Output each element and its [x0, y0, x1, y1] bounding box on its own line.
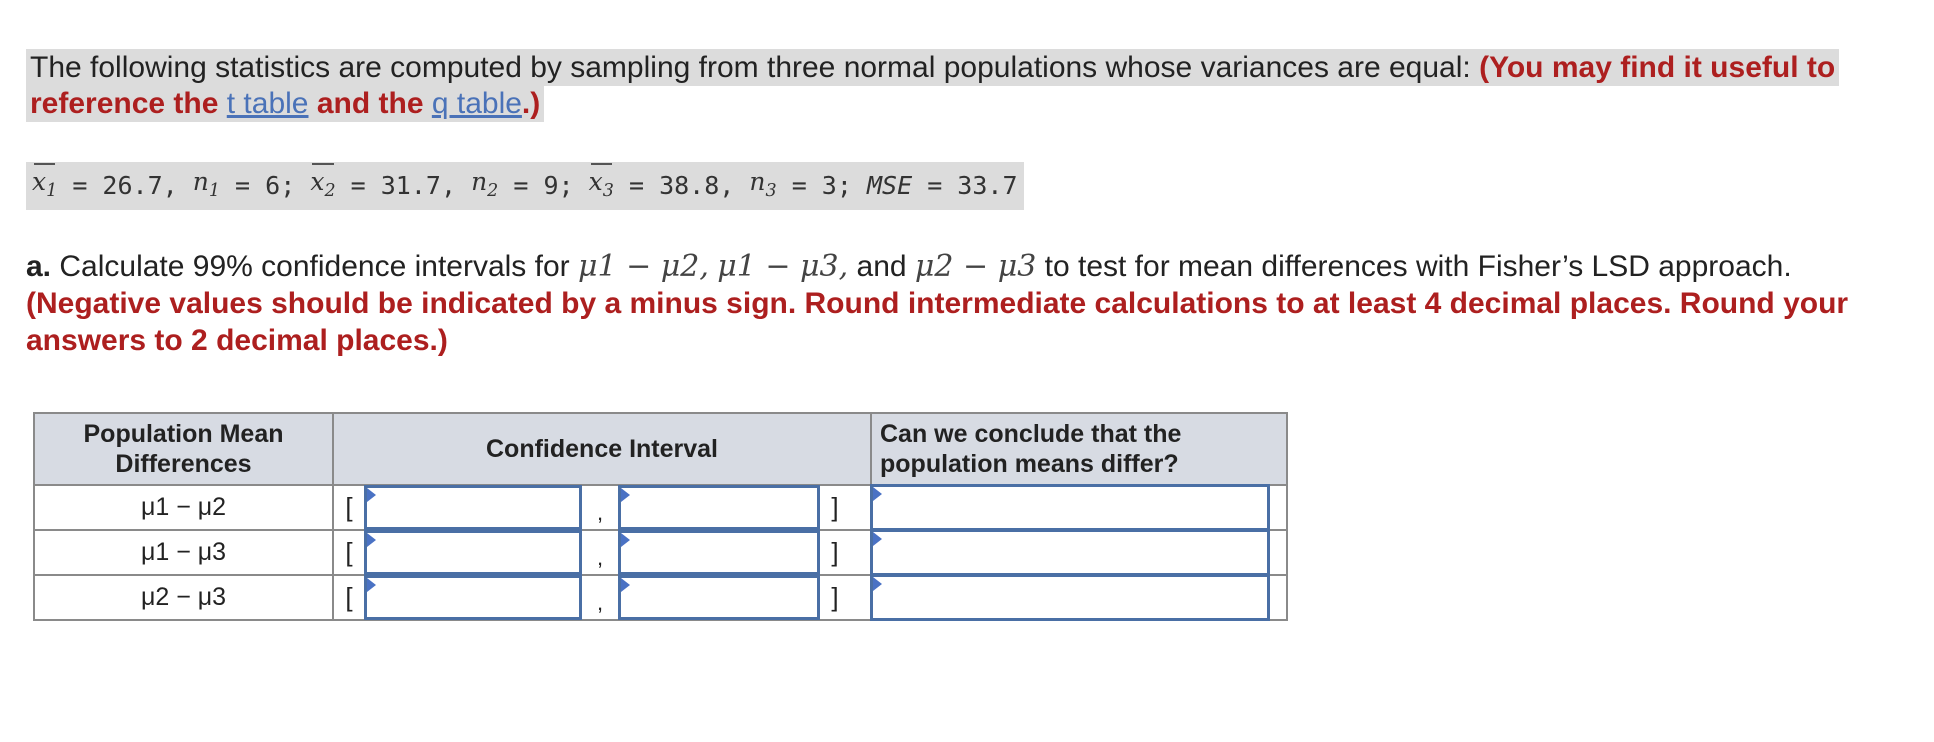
mu13-expression: μ1 − μ3,	[717, 249, 849, 284]
x2-symbol: $x_2$	[310, 159, 335, 214]
upper-bound-input[interactable]	[618, 530, 820, 575]
comma-separator: ,	[596, 499, 604, 525]
header-mean-differences: Population Mean Differences	[34, 413, 333, 485]
close-bracket: ]	[831, 582, 839, 612]
mse-value: = 33.7	[927, 171, 1018, 200]
x3-symbol: $x_3$	[589, 159, 614, 214]
n1-symbol: $n_1$	[192, 166, 220, 201]
lower-bound-input[interactable]	[364, 485, 582, 530]
n2-symbol: $n_2$	[471, 166, 499, 201]
n3-value: = 3;	[791, 171, 852, 200]
q-table-link[interactable]: q table	[431, 87, 522, 120]
part-label: a.	[26, 250, 52, 283]
lower-bound-input[interactable]	[364, 575, 582, 620]
problem-intro	[26, 50, 1906, 122]
confidence-interval-table	[33, 412, 1288, 621]
table-row	[34, 530, 1287, 575]
t-table-link[interactable]: t table	[226, 87, 309, 120]
sample-statistics	[26, 162, 1024, 210]
open-bracket: [	[345, 492, 353, 522]
open-bracket: [	[345, 582, 353, 612]
n1-value: = 6;	[235, 171, 296, 200]
table-row	[34, 485, 1287, 530]
rounding-instructions: (Negative values should be indicated by a minus sign. Round intermediate calculations to at least 4 decimal places. Round your answers to 2 decimal places.)	[26, 287, 1849, 357]
header-conclusion: Can we conclude that the population means differ?	[871, 413, 1287, 485]
close-bracket: ]	[831, 537, 839, 567]
intro-text: The following statistics are computed by sampling from three normal populations whose variances are equal:	[30, 51, 1480, 84]
table-row	[34, 575, 1287, 620]
comma-separator: ,	[596, 589, 604, 615]
x1-symbol: $x_1$	[32, 159, 57, 214]
conclusion-dropdown[interactable]	[870, 574, 1270, 621]
close-bracket: ]	[831, 492, 839, 522]
mu12-expression: μ1 − μ2,	[577, 249, 709, 284]
mu23-expression: μ2 − μ3	[914, 249, 1037, 284]
question-part-a: a. Calculate 99% confidence intervals for μ1 − μ2, μ1 − μ3, and μ2 − μ3 to test for mean differences with Fisher’s LSD approach. (Negative values should be indicated by a minus sign. Round intermediate calculations to at least 4 decimal places. Round your answers to 2 decimal places.)	[26, 249, 1849, 357]
header-confidence-interval: Confidence Interval	[333, 413, 871, 485]
row-label: μ1 − μ3	[34, 530, 333, 575]
row-label: μ1 − μ2	[34, 485, 333, 530]
x3-value: = 38.8,	[628, 171, 735, 200]
n3-symbol: $n_3$	[749, 166, 777, 201]
x1-value: = 26.7,	[72, 171, 178, 200]
row-label: μ2 − μ3	[34, 575, 333, 620]
mse-label: MSE	[866, 171, 913, 200]
comma-separator: ,	[596, 544, 604, 570]
open-bracket: [	[345, 537, 353, 567]
conclusion-dropdown[interactable]	[870, 484, 1270, 531]
conclusion-dropdown[interactable]	[870, 529, 1270, 576]
x2-value: = 31.7,	[350, 171, 456, 200]
n2-value: = 9;	[513, 171, 574, 200]
lower-bound-input[interactable]	[364, 530, 582, 575]
upper-bound-input[interactable]	[618, 485, 820, 530]
upper-bound-input[interactable]	[618, 575, 820, 620]
reference-note: (You may find it useful to reference the t table and the q table.)	[30, 51, 1836, 120]
